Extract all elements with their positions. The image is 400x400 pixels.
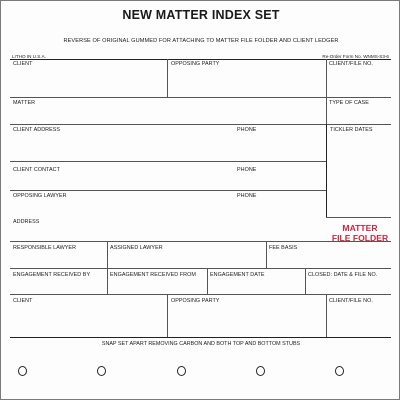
punch-hole-icon xyxy=(256,366,265,376)
form-title: NEW MATTER INDEX SET xyxy=(122,8,280,22)
label-client: CLIENT xyxy=(13,61,33,67)
divider-fee-basis xyxy=(266,241,267,268)
rule-engagement xyxy=(10,268,391,269)
label-engagement-date: ENGAGEMENT DATE xyxy=(210,272,265,278)
divider-bottom-file-no xyxy=(326,294,327,337)
rule-client-address xyxy=(10,124,391,125)
stamp-line-2: FILE FOLDER xyxy=(331,233,389,243)
matter-file-folder-stamp xyxy=(329,223,391,243)
rule-client-bottom xyxy=(10,294,391,295)
label-client-bottom: CLIENT xyxy=(13,298,33,304)
label-closed-date-file-no: CLOSED: DATE & FILE NO. xyxy=(308,272,378,278)
punch-hole-icon xyxy=(177,366,186,376)
divider-file-no xyxy=(326,59,327,124)
label-client-file-no-bottom: CLIENT/FILE NO. xyxy=(329,298,373,304)
bottom-border-line xyxy=(10,337,391,338)
label-opposing-lawyer: OPPOSING LAWYER xyxy=(13,193,67,199)
label-address: ADDRESS xyxy=(13,219,40,225)
rule-client-contact xyxy=(10,161,326,162)
divider-engagement-date xyxy=(207,268,208,294)
label-fee-basis: FEE BASIS xyxy=(269,245,298,251)
stamp-line-1: MATTER xyxy=(342,223,378,233)
footer-instruction: SNAP SET APART REMOVING CARBON AND BOTH TOP AND BOTTOM STUBS xyxy=(101,341,301,347)
rule-tickler-bottom xyxy=(326,217,391,218)
label-opposing-party: OPPOSING PARTY xyxy=(171,61,220,67)
rule-opposing-lawyer xyxy=(10,190,326,191)
litho-note: LITHO IN U.S.A. xyxy=(12,54,46,59)
form-subtitle: REVERSE OF ORIGINAL GUMMED FOR ATTACHING TO MATTER FILE FOLDER AND CLIENT LEDGER xyxy=(63,38,339,44)
label-opposing-party-bottom: OPPOSING PARTY xyxy=(171,298,220,304)
label-type-of-case: TYPE OF CASE xyxy=(329,100,369,106)
divider-client-opposing xyxy=(167,59,168,97)
top-border-line xyxy=(10,59,391,60)
label-client-address: CLIENT ADDRESS xyxy=(13,127,61,133)
punch-hole-icon xyxy=(18,366,27,376)
divider-bottom-opposing xyxy=(167,294,168,337)
label-engagement-received-by: ENGAGEMENT RECEIVED BY xyxy=(13,272,91,278)
label-assigned-lawyer: ASSIGNED LAWYER xyxy=(110,245,163,251)
divider-assigned xyxy=(107,241,108,268)
rule-matter xyxy=(10,97,391,98)
divider-received-from xyxy=(107,268,108,294)
label-phone-3: PHONE xyxy=(237,193,257,199)
label-tickler-dates: TICKLER DATES xyxy=(330,127,373,133)
label-engagement-received-from: ENGAGEMENT RECEIVED FROM xyxy=(110,272,196,278)
punch-hole-icon xyxy=(335,366,344,376)
divider-closed xyxy=(305,268,306,294)
label-phone-2: PHONE xyxy=(237,167,257,173)
label-client-file-no: CLIENT/FILE NO. xyxy=(329,61,373,67)
label-phone-1: PHONE xyxy=(237,127,257,133)
label-responsible-lawyer: RESPONSIBLE LAWYER xyxy=(13,245,77,251)
reorder-note: Re-Order Form No. WNMS-S3-6 xyxy=(322,54,389,59)
punch-hole-icon xyxy=(97,366,106,376)
label-client-contact: CLIENT CONTACT xyxy=(13,167,60,173)
divider-tickler xyxy=(326,124,327,217)
label-matter: MATTER xyxy=(13,100,36,106)
